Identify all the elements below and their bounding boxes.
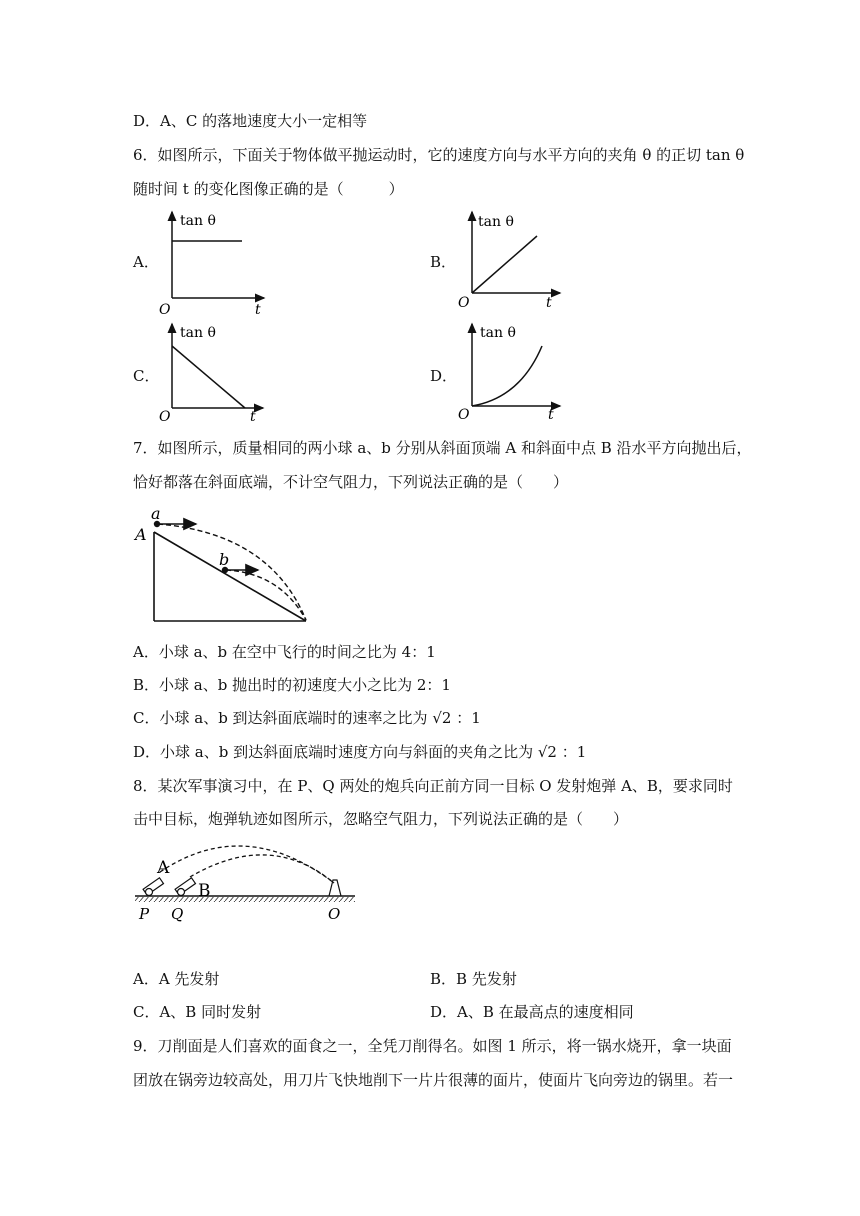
y-axis-label: tan θ	[180, 325, 216, 341]
x-axis-label: t	[250, 409, 256, 424]
incline-slope	[154, 532, 306, 621]
q6-option-c-label: C．	[133, 367, 160, 385]
q7-option-b: B．小球 a、b 抛出时的初速度大小之比为 2：1	[133, 676, 451, 694]
q7-option-a: A．小球 a、b 在空中飞行的时间之比为 4：1	[133, 643, 436, 661]
q7-stem-line1: 7．如图所示，质量相同的两小球 a、b 分别从斜面顶端 A 和斜面中点 B 沿水平方向抛出后，	[133, 439, 752, 457]
q7-option-d: D．小球 a、b 到达斜面底端时速度方向与斜面的夹角之比为 √2 ：1	[133, 743, 587, 761]
q8-option-b: B．B 先发射	[430, 970, 517, 988]
trajectory-a	[158, 524, 306, 620]
point-label-P: P	[139, 905, 150, 923]
trajectory-A	[160, 846, 334, 883]
q8-artillery-figure	[130, 835, 360, 925]
y-axis-label: tan θ	[478, 214, 514, 230]
q8-stem-line1: 8．某次军事演习中，在 P、Q 两处的炮兵向正前方同一目标 O 发射炮弹 A、B，要求同时	[133, 777, 733, 795]
ground-hatch	[135, 897, 355, 902]
q7-option-c: C．小球 a、b 到达斜面底端时的速率之比为 √2 ：1	[133, 709, 481, 727]
shell-label-A: A	[157, 858, 170, 878]
graph-curve	[472, 236, 537, 293]
x-axis-label: t	[548, 407, 554, 423]
q6-graph-c	[150, 318, 275, 424]
q7-stem-line2: 恰好都落在斜面底端，不计空气阻力，下列说法正确的是（ ）	[133, 473, 569, 491]
q9-stem-line1: 9．刀削面是人们喜欢的面食之一，全凭刀削得名。如图 1 所示，将一锅水烧开，拿一块面	[133, 1037, 732, 1055]
origin-label: O	[159, 302, 171, 318]
q6-graph-a	[150, 208, 280, 320]
q6-option-b-label: B．	[430, 253, 457, 271]
q8-option-d: D．A、B 在最高点的速度相同	[430, 1003, 634, 1021]
q7-incline-figure	[130, 503, 320, 628]
x-axis-label: t	[546, 295, 552, 311]
origin-label: O	[458, 295, 470, 311]
point-label-Q: Q	[171, 905, 184, 923]
point-label-O: O	[328, 905, 341, 923]
y-axis-label: tan θ	[480, 325, 516, 341]
graph-curve	[472, 346, 542, 406]
q5-option-d: D．A、C 的落地速度大小一定相等	[133, 112, 368, 130]
q8-option-c: C．A、B 同时发射	[133, 1003, 262, 1021]
trajectory-b	[226, 570, 306, 620]
x-axis-label: t	[255, 302, 261, 318]
q6-stem-line2: 随时间 t 的变化图像正确的是（ ）	[133, 180, 404, 198]
graph-curve	[172, 346, 245, 408]
origin-label: O	[458, 407, 470, 423]
q8-stem-line2: 击中目标，炮弹轨迹如图所示，忽略空气阻力，下列说法正确的是（ ）	[133, 810, 629, 828]
y-axis-label: tan θ	[180, 213, 216, 229]
q9-stem-line2: 团放在锅旁边较高处，用刀片飞快地削下一片片很薄的面片，使面片飞向旁边的锅里。若一	[133, 1071, 734, 1089]
origin-label: O	[159, 409, 171, 424]
q6-graph-b	[450, 208, 570, 312]
q6-option-d-label: D．	[430, 367, 458, 385]
cannon-p	[143, 878, 163, 896]
q6-graph-d	[450, 318, 570, 424]
label-b: b	[219, 550, 230, 569]
label-A: A	[135, 525, 147, 544]
shell-label-B: B	[198, 881, 211, 901]
q6-option-a-label: A．	[133, 253, 159, 271]
target-o	[329, 880, 341, 896]
q6-stem-line1: 6．如图所示，下面关于物体做平抛运动时，它的速度方向与水平方向的夹角 θ 的正切 tan θ	[133, 146, 745, 164]
q8-option-a: A．A 先发射	[133, 970, 220, 988]
label-a: a	[151, 504, 161, 523]
cannon-q	[175, 878, 195, 896]
